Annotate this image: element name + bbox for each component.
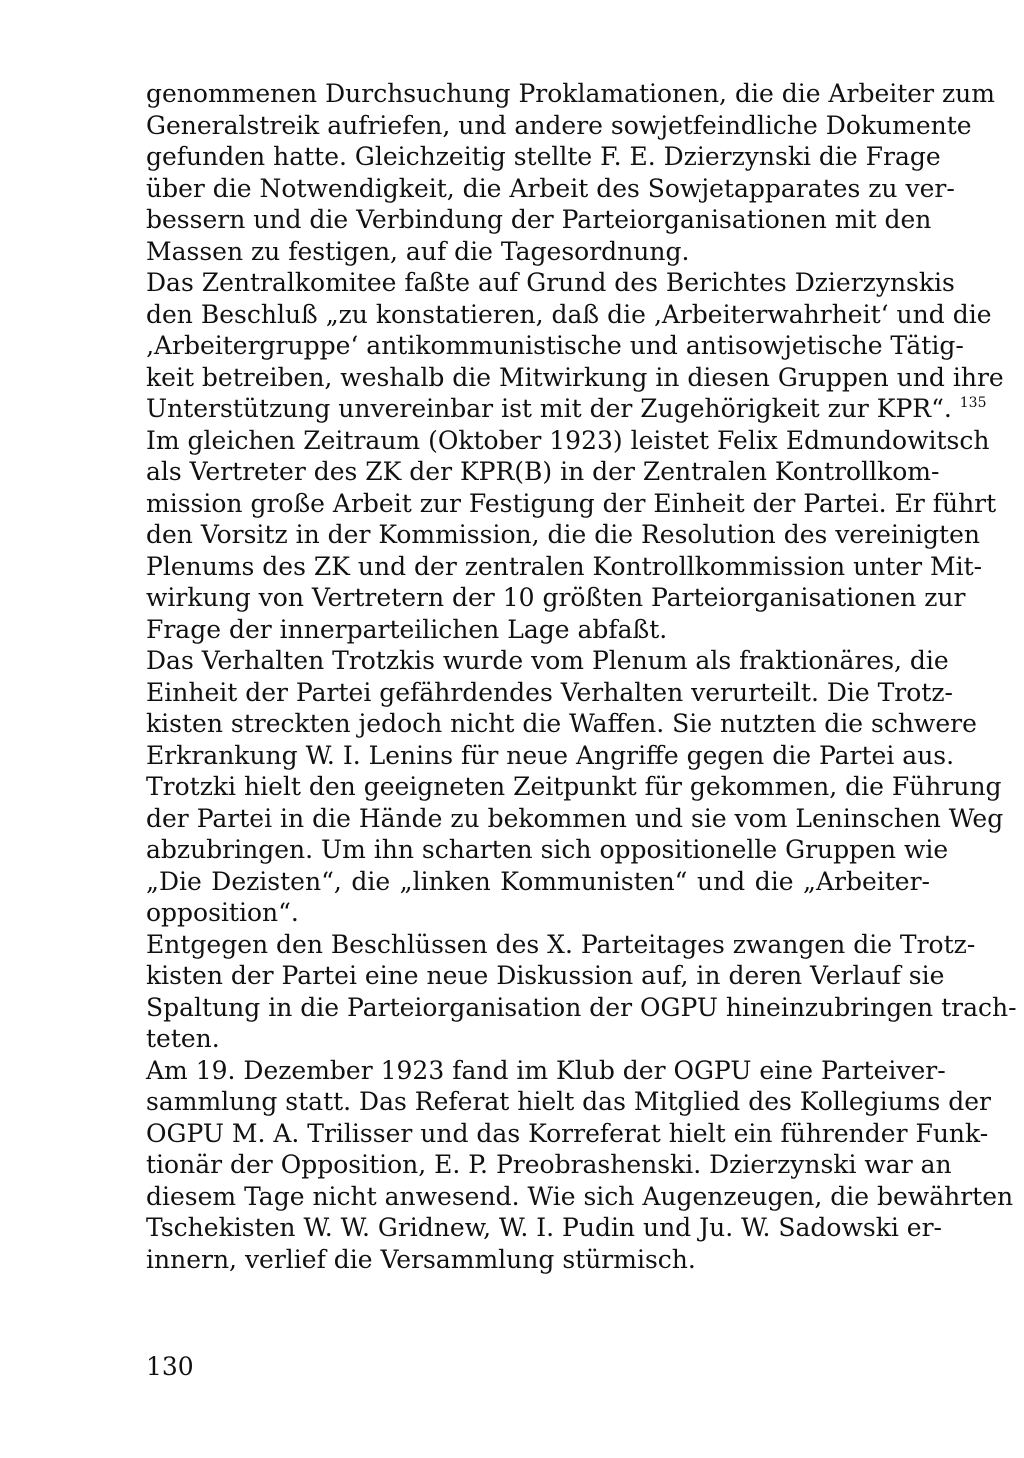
text-line: bessern und die Verbindung der Parteiorganisationen mit den: [146, 205, 932, 234]
text-line: keit betreiben, weshalb die Mitwirkung in diesen Gruppen und ihre: [146, 362, 1004, 392]
text-line: ‚Arbeitergruppe‘ antikommunistische und antisowjetische Tätig-: [146, 331, 964, 360]
text-line: Erkrankung W. I. Lenins für neue Angriffe gegen die Partei aus.: [146, 740, 955, 770]
text-line: Das Verhalten Trotzkis wurde vom Plenum als fraktionäres, die: [146, 646, 949, 675]
text-line: wirkung von Vertretern der 10 größten Parteiorganisationen zur: [146, 583, 966, 612]
footnote-reference: 135: [959, 395, 987, 411]
body-text: [146, 78, 1017, 1275]
text-line: Trotzki hielt den geeigneten Zeitpunkt für gekommen, die Führung: [146, 772, 1002, 801]
paragraph-2: [146, 267, 1004, 425]
text-line: tionär der Opposition, E. P. Preobrashenski. Dzierzynski war an: [146, 1150, 952, 1179]
text-line: der Partei in die Hände zu bekommen und sie vom Leninschen Weg: [146, 803, 1004, 833]
text-line-content: Unterstützung unvereinbar ist mit der Zugehörigkeit zur KPR“.: [146, 394, 952, 423]
page-number: 130: [146, 1352, 194, 1381]
text-line: teten.: [146, 1024, 220, 1053]
text-line: Frage der innerparteilichen Lage abfaßt.: [146, 614, 668, 644]
text-line: Generalstreik aufriefen, und andere sowjetfeindliche Dokumente: [146, 110, 972, 140]
text-line: Tschekisten W. W. Gridnew, W. I. Pudin und Ju. W. Sadowski er-: [146, 1213, 942, 1242]
text-line: den Beschluß „zu konstatieren, daß die ‚Arbeiterwahrheit‘ und die: [146, 299, 992, 329]
paragraph-6: [146, 1055, 1014, 1276]
paragraph-3: [146, 425, 997, 646]
text-line: Plenums des ZK und der zentralen Kontrollkommission unter Mit-: [146, 551, 983, 581]
text-line: kisten streckten jedoch nicht die Waffen. Sie nutzten die schwere: [146, 709, 977, 738]
text-line: gefunden hatte. Gleichzeitig stellte F. E. Dzierzynski die Frage: [146, 142, 941, 171]
paragraph-4: [146, 645, 1004, 929]
text-line: [146, 393, 987, 425]
text-line: Einheit der Partei gefährdendes Verhalten verurteilt. Die Trotz-: [146, 677, 953, 707]
text-line: Am 19. Dezember 1923 fand im Klub der OGPU eine Parteiver-: [146, 1055, 946, 1085]
text-line: Massen zu festigen, auf die Tagesordnung.: [146, 236, 690, 266]
paragraph-1: [146, 78, 995, 267]
text-line: abzubringen. Um ihn scharten sich oppositionelle Gruppen wie: [146, 835, 949, 864]
text-line: mission große Arbeit zur Festigung der Einheit der Partei. Er führt: [146, 488, 997, 518]
text-line: sammlung statt. Das Referat hielt das Mitglied des Kollegiums der: [146, 1087, 991, 1116]
text-line: OGPU M. A. Trilisser und das Korreferat hielt ein führender Funk-: [146, 1118, 989, 1148]
text-line: als Vertreter des ZK der KPR(B) in der Zentralen Kontrollkom-: [146, 457, 940, 486]
text-line: diesem Tage nicht anwesend. Wie sich Augenzeugen, die bewährten: [146, 1181, 1014, 1211]
text-line: den Vorsitz in der Kommission, die die Resolution des vereinigten: [146, 520, 980, 549]
text-line: „Die Dezisten“, die „linken Kommunisten“ und die „Arbeiter-: [146, 866, 930, 896]
text-line: Das Zentralkomitee faßte auf Grund des Berichtes Dzierzynskis: [146, 268, 955, 297]
text-line: Im gleichen Zeitraum (Oktober 1923) leistet Felix Edmundowitsch: [146, 425, 990, 455]
paragraph-5: [146, 929, 1017, 1055]
text-line: genommenen Durchsuchung Proklamationen, die die Arbeiter zum: [146, 79, 995, 108]
text-line: opposition“.: [146, 898, 299, 927]
text-line: innern, verlief die Versammlung stürmisch.: [146, 1244, 696, 1274]
text-line: kisten der Partei eine neue Diskussion auf, in deren Verlauf sie: [146, 961, 945, 990]
text-line: über die Notwendigkeit, die Arbeit des Sowjetapparates zu ver-: [146, 173, 955, 203]
text-line: Spaltung in die Parteiorganisation der OGPU hineinzubringen trach-: [146, 992, 1017, 1022]
text-line: Entgegen den Beschlüssen des X. Parteitages zwangen die Trotz-: [146, 929, 976, 959]
